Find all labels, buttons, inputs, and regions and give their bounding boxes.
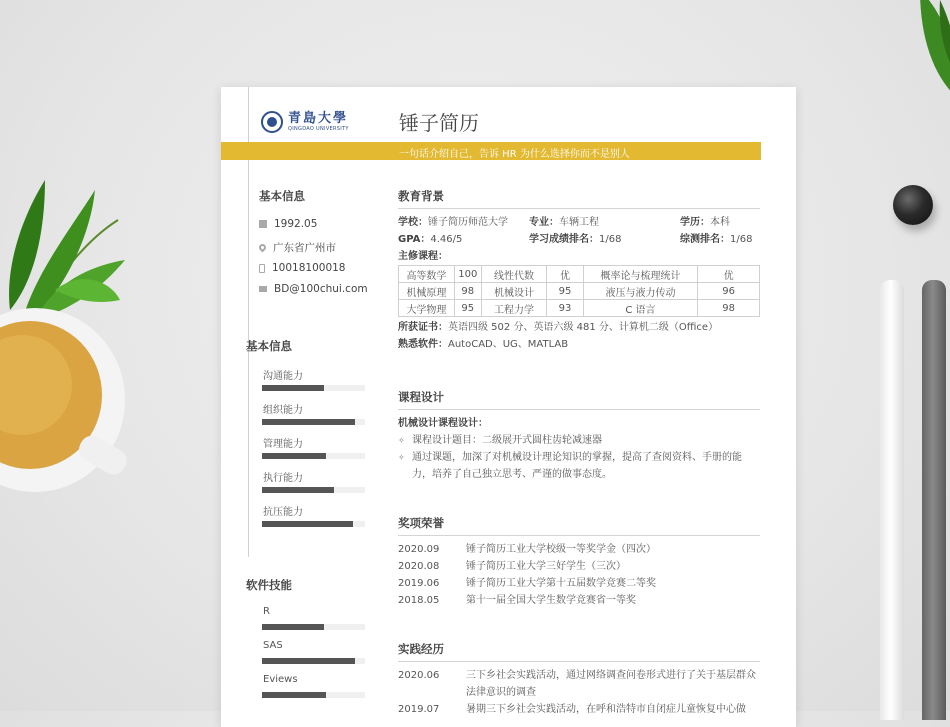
gpa-value: 4.46/5 [430, 234, 463, 245]
tagline-text: 一句话介绍自己，告诉 HR 为什么选择你而不是别人 [399, 149, 630, 160]
coffee-cup-decoration [0, 300, 130, 500]
course-row [399, 300, 760, 317]
course-score: 96 [698, 283, 760, 300]
design-bullet [398, 449, 760, 483]
school-value: 锤子简历师范大学 [428, 217, 508, 228]
location-pin-icon [258, 243, 268, 253]
awards-date: 2018.05 [398, 595, 440, 606]
rank-value: 1/68 [599, 234, 622, 245]
practice-item [398, 701, 760, 718]
skill-bar-fill [262, 453, 326, 459]
skill-label: SAS [263, 640, 283, 651]
skill-label: Eviews [263, 674, 298, 685]
skill-bar-fill [262, 624, 324, 630]
awards-section [398, 515, 760, 609]
awards-date: 2020.09 [398, 544, 440, 555]
course-name: 概率论与梳理统计 [583, 266, 697, 283]
mail-icon [259, 286, 267, 292]
phone-icon [259, 264, 265, 273]
software-familiar-label: 熟悉软件： [398, 339, 448, 350]
resume-page [221, 87, 796, 727]
degree-value: 本科 [710, 217, 730, 228]
awards-heading: 奖项荣誉 [398, 515, 760, 536]
course-score: 95 [547, 283, 583, 300]
calendar-icon [259, 220, 267, 228]
practice-heading: 实践经历 [398, 641, 760, 662]
overall-value: 1/68 [730, 234, 753, 245]
logo-en-text: QINGDAO UNIVERSITY [288, 126, 349, 132]
course-design-subtitle: 机械设计课程设计： [398, 418, 488, 429]
skill-bar-fill [262, 521, 353, 527]
location-value: 广东省广州市 [273, 242, 336, 254]
course-name: 工程力学 [481, 300, 547, 317]
skill-bar-track [262, 658, 365, 664]
email-info [259, 283, 368, 295]
design-bullet-text: 课程设计题目：二级展开式圆柱齿轮减速器 [412, 435, 602, 446]
skill-bar-fill [262, 487, 334, 493]
skill-bar-track [262, 624, 365, 630]
practice-date: 2019.07 [398, 704, 440, 715]
awards-text: 锤子简历工业大学校级一等奖学金（四次） [466, 544, 656, 555]
course-design-section [398, 389, 760, 483]
courses-label: 主修课程： [398, 251, 448, 262]
software-heading: 软件技能 [246, 578, 292, 592]
skill-bar-track [262, 692, 365, 698]
course-name: 液压与液力传动 [583, 283, 697, 300]
skill-bar-track [262, 521, 365, 527]
school-label: 学校： [398, 217, 428, 228]
gray-pen-decoration [922, 280, 946, 720]
diamond-bullet-icon: ✧ [398, 436, 405, 445]
email-value: BD@100chui.com [274, 283, 368, 295]
course-design-heading: 课程设计 [398, 389, 760, 410]
white-pen-decoration [880, 280, 904, 720]
birth-info [259, 218, 317, 230]
major-label: 专业： [529, 217, 559, 228]
awards-item [398, 592, 760, 609]
skill-bar-fill [262, 385, 324, 391]
course-score: 优 [698, 266, 760, 283]
skill-bar-track [262, 385, 365, 391]
diamond-bullet-icon: ✧ [398, 453, 405, 462]
practice-text: 三下乡社会实践活动，通过网络调查问卷形式进行了关于基层群众法律意识的调查 [466, 670, 756, 698]
awards-item [398, 575, 760, 592]
skill-label: 管理能力 [263, 439, 303, 450]
phone-info [259, 262, 346, 274]
resume-title: 锤子简历 [399, 111, 479, 135]
skill-bar-track [262, 453, 365, 459]
education-heading: 教育背景 [398, 188, 760, 209]
practice-item [398, 667, 760, 701]
skill-bar-track [262, 487, 365, 493]
awards-text: 锤子简历工业大学三好学生（三次） [466, 561, 626, 572]
black-ball-decoration [893, 185, 933, 225]
cert-value: 英语四级 502 分、英语六级 481 分、计算机二级（Office） [448, 322, 719, 333]
rank-label: 学习成绩排名： [529, 234, 599, 245]
gpa-label: GPA： [398, 234, 431, 245]
design-bullet-text: 通过课题，加深了对机械设计理论知识的掌握，提高了查阅资料、手册的能力，培养了自己独立思考、严谨的做事态度。 [412, 452, 742, 480]
software-familiar-value: AutoCAD、UG、MATLAB [448, 339, 569, 350]
course-score: 98 [698, 300, 760, 317]
university-seal-icon [261, 111, 283, 133]
practice-date: 2020.06 [398, 670, 440, 681]
awards-text: 锤子简历工业大学第十五届数学竞赛二等奖 [466, 578, 656, 589]
logo-cn-text: 青島大學 [288, 111, 349, 126]
courses-table [398, 265, 760, 317]
course-name: 机械设计 [481, 283, 547, 300]
course-row [399, 283, 760, 300]
education-section [398, 188, 760, 353]
course-name: 高等数学 [399, 266, 455, 283]
course-score: 98 [454, 283, 481, 300]
plant-top-right-decoration [900, 0, 950, 110]
degree-label: 学历： [680, 217, 710, 228]
location-info [259, 240, 336, 255]
course-score: 优 [547, 266, 583, 283]
skill-label: 沟通能力 [263, 371, 303, 382]
awards-date: 2020.08 [398, 561, 440, 572]
skill-label: 组织能力 [263, 405, 303, 416]
course-score: 95 [454, 300, 481, 317]
skill-label: R [263, 606, 270, 617]
awards-date: 2019.06 [398, 578, 440, 589]
course-score: 93 [547, 300, 583, 317]
abilities-heading: 基本信息 [246, 339, 292, 353]
major-value: 车辆工程 [559, 217, 599, 228]
course-name: 大学物理 [399, 300, 455, 317]
overall-label: 综测排名： [680, 234, 730, 245]
course-score: 100 [454, 266, 481, 283]
phone-value: 10018100018 [272, 262, 346, 274]
skill-bar-track [262, 419, 365, 425]
awards-text: 第十一届全国大学生数学竞赛省一等奖 [466, 595, 636, 606]
birth-value: 1992.05 [274, 218, 318, 230]
practice-section [398, 641, 760, 718]
course-row [399, 266, 760, 283]
skill-bar-fill [262, 658, 355, 664]
course-name: 线性代数 [481, 266, 547, 283]
skill-label: 抗压能力 [263, 507, 303, 518]
design-bullet [398, 432, 760, 449]
course-name: C 语言 [583, 300, 697, 317]
skill-label: 执行能力 [263, 473, 303, 484]
basic-info-heading: 基本信息 [259, 189, 305, 203]
skill-bar-fill [262, 692, 326, 698]
cert-label: 所获证书： [398, 322, 448, 333]
practice-text: 暑期三下乡社会实践活动，在呼和浩特市自闭症儿童恢复中心做 [466, 704, 746, 715]
awards-item [398, 541, 760, 558]
university-logo [261, 111, 349, 133]
awards-item [398, 558, 760, 575]
course-name: 机械原理 [399, 283, 455, 300]
skill-bar-fill [262, 419, 355, 425]
